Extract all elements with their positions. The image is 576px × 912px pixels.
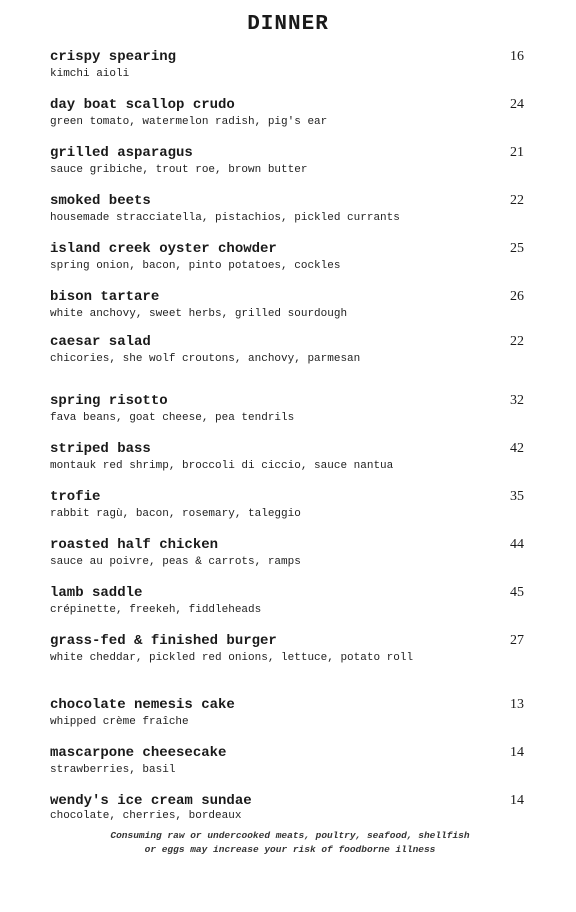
item-price: 26 [510, 289, 524, 304]
item-price: 24 [510, 97, 524, 112]
item-name: trofie [50, 489, 101, 505]
menu-item [50, 537, 526, 569]
menu-item [50, 585, 526, 617]
item-price: 35 [510, 489, 524, 504]
menu-item [50, 289, 526, 321]
item-description: spring onion, bacon, pinto potatoes, cockles [50, 260, 341, 272]
item-description: sauce au poivre, peas & carrots, ramps [50, 556, 301, 568]
item-description: fava beans, goat cheese, pea tendrils [50, 412, 295, 424]
item-name: crispy spearing [50, 49, 177, 65]
menu-item [50, 633, 526, 665]
disclaimer-line-1: Consuming raw or undercooked meats, poultry, seafood, shellfish [110, 830, 470, 841]
item-description: white anchovy, sweet herbs, grilled sourdough [50, 308, 348, 320]
menu-item [50, 97, 526, 129]
item-name: island creek oyster chowder [50, 241, 277, 257]
menu-item [50, 334, 526, 366]
item-price: 32 [510, 393, 524, 408]
item-price: 44 [510, 537, 524, 552]
item-name: roasted half chicken [50, 537, 219, 553]
item-price: 22 [510, 193, 524, 208]
item-description: sauce gribiche, trout roe, brown butter [50, 164, 308, 176]
item-price: 45 [510, 585, 524, 600]
item-price: 21 [510, 145, 524, 160]
item-name: chocolate nemesis cake [50, 697, 235, 713]
disclaimer-line-2: or eggs may increase your risk of foodborne illness [144, 844, 436, 855]
item-description: green tomato, watermelon radish, pig's ear [50, 116, 328, 128]
item-name: spring risotto [50, 393, 168, 409]
menu-item [50, 241, 526, 273]
item-name: wendy's ice cream sundae [50, 793, 252, 809]
item-name: grass-fed & finished burger [50, 633, 277, 649]
item-price: 27 [510, 633, 524, 648]
item-description: kimchi aioli [50, 68, 130, 80]
item-description: housemade stracciatella, pistachios, pickled currants [50, 212, 400, 224]
menu-item [50, 393, 526, 425]
item-price: 16 [510, 49, 524, 64]
menu-item [50, 193, 526, 225]
item-name: lamb saddle [50, 585, 143, 601]
item-name: mascarpone cheesecake [50, 745, 227, 761]
menu-item [50, 745, 526, 777]
item-name: bison tartare [50, 289, 160, 305]
menu-title: DINNER [247, 13, 329, 36]
menu-item [50, 489, 526, 521]
menu-item [50, 49, 526, 81]
item-price: 14 [510, 745, 524, 760]
item-name: smoked beets [50, 193, 151, 209]
item-price: 25 [510, 241, 524, 256]
item-description: crépinette, freekeh, fiddleheads [50, 604, 262, 616]
item-price: 42 [510, 441, 524, 456]
item-description: white cheddar, pickled red onions, lettuce, potato roll [50, 652, 414, 664]
item-price: 14 [510, 793, 524, 808]
item-price: 22 [510, 334, 524, 349]
item-name: day boat scallop crudo [50, 97, 235, 113]
item-price: 13 [510, 697, 524, 712]
item-description: montauk red shrimp, broccoli di ciccio, sauce nantua [50, 460, 394, 472]
item-description: chocolate, cherries, bordeaux [50, 810, 242, 822]
item-name: grilled asparagus [50, 145, 193, 161]
item-description: whipped crème fraîche [50, 716, 189, 728]
food-safety-disclaimer [60, 829, 520, 857]
item-description: strawberries, basil [50, 764, 176, 776]
item-name: caesar salad [50, 334, 151, 350]
item-description: chicories, she wolf croutons, anchovy, parmesan [50, 353, 361, 365]
item-description: rabbit ragù, bacon, rosemary, taleggio [50, 508, 301, 520]
menu-item [50, 697, 526, 729]
menu-item [50, 793, 526, 823]
menu-item [50, 441, 526, 473]
item-name: striped bass [50, 441, 151, 457]
menu-item [50, 145, 526, 177]
